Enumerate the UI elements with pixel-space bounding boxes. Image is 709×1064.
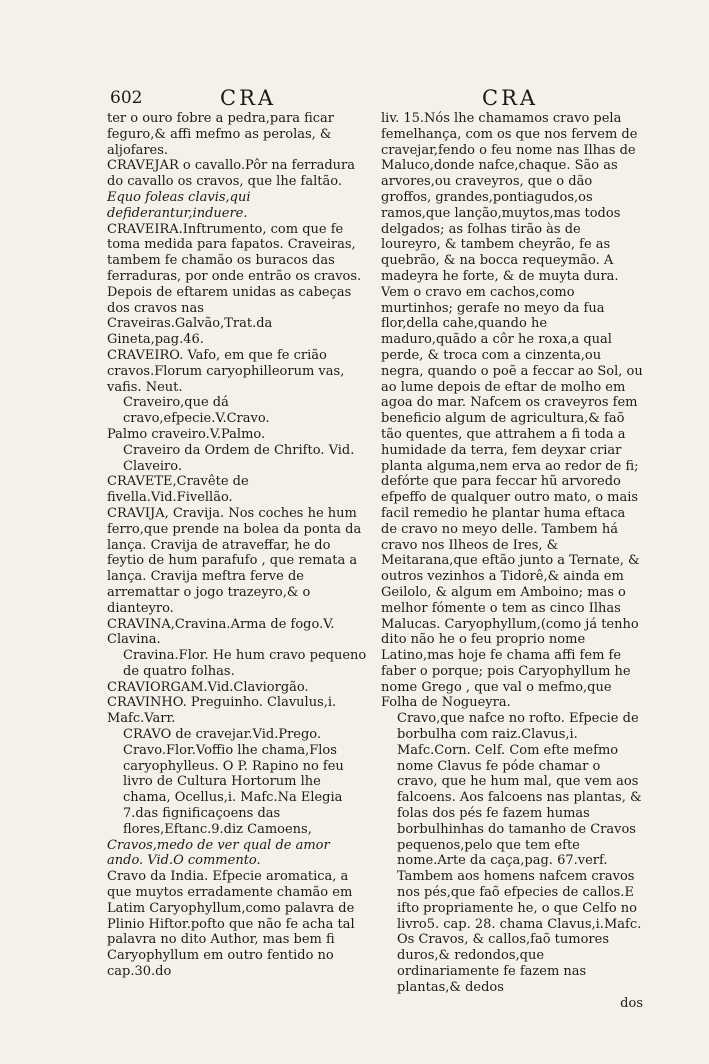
entry-cravija: CRAVIJA, Cravija. Nos coches he hum ferro,que prende na bolea da ponta da lança. Cravija de atraveffar, he do feytio de hum parafufo , que remata a lança. Cravija meftra ferve de arremattar o jogo trazeyro,& o dianteyro. xyxy=(107,505,362,616)
entry-craveira: CRAVEIRA.Inftrumento, com que fe toma medida para fapatos. Craveiras, tambem fe chamão os buracos das ferraduras, por onde entrão os cravos. Depois de eftarem unidas as cabeças dos cravos nas Craveiras.Galvão,Trat.da Gineta,pag.46. xyxy=(107,221,362,348)
entry-craveiro-ordem: Craveiro da Ordem de Chrifto. Vid. Claveiro. xyxy=(123,442,355,474)
entry-cravejar-latin: Equo foleas clavis,qui defiderantur,induere. xyxy=(107,189,251,221)
page-number: 602 xyxy=(110,88,143,108)
entry-cravo-rosto: Cravo,que nafce no rofto. Efpecie de borbulha com raiz.Clavus,i. Mafc.Corn. Celf. Com efte mefmo nome Clavus fe póde chamar o cravo, que he hum mal, que vem aos falcoens. Aos falcoens nas plantas, & folas dos pés fe fazem humas borbulhinhas do tamanho de Cravos pequenos,pelo que tem efte nome.Arte da caça,pag. 67.verf. Tambem aos homens nafcem cravos nos pés,que faõ efpecies de callos.E ifto propriamente he, o que Celfo no livro5. cap. 28. chama Clavus,i.Mafc. Os Cravos, & callos,faõ tumores duros,& redondos,que ordinariamente fe fazem nas plantas,& dedos xyxy=(397,711,642,995)
entry-craveiro-especie: Craveiro,que dá cravo,efpecie.V.Cravo. xyxy=(123,395,270,427)
entry-craveiro-vaso: CRAVEIRO. Vafo, em que fe crião cravos.Florum caryophilleorum vas, vafis. Neut. xyxy=(107,347,345,395)
entry-cravo-india: Cravo da India. Efpecie aromatica, a que muytos erradamente chamão em Latim Caryophyllum,como palavra de Plinio Hiftor.pofto que não fe acha tal palavra no dito Author, mas bem fi Caryophyllum em outro fentido no cap.30.do xyxy=(107,869,355,980)
entry-cravina-arma: CRAVINA,Cravina.Arma de fogo.V. Clavina. xyxy=(107,616,335,648)
entry-camoens-quote: Cravos,medo de ver qual de amor ando. Vid.O commento. xyxy=(107,837,330,869)
left-column xyxy=(107,111,369,980)
entry-craviorgam: CRAVIORGAM.Vid.Claviorgão. xyxy=(107,679,309,695)
entry-cravo-india-continued: liv. 15.Nós lhe chamamos cravo pela femelhança, com os que nos fervem de cravejar,fendo o feu nome nas Ilhas de Maluco,donde nafce,chaque. São as arvores,ou craveyros, que o dão groffos, grandes,pontiagudos,os ramos,que lanção,muytos,mas todos delgados; as folhas tirão às de loureyro, & tambem cheyrão, fe as quebrão, & na bocca requeymão. A madeyra he forte, & de muyta dura. Vem o cravo em cachos,como murtinhos; gerafe no meyo da fua flor,della cahe,quando he maduro,quãdo a côr he roxa,a qual perde, & troca com a cinzenta,ou negra, quando o poẽ a feccar ao Sol, ou ao lume depois de eftar de molho em agoa do mar. Nafcem os craveyros fem beneficio algum de agricultura,& faõ tão quentes, que attrahem a fi toda a humidade da terra, fem deyxar criar planta alguma,nem erva ao redor de fi; defórte que para feccar hũ arvoredo efpeffo de qualquer outro mato, o mais facil remedio he plantar huma eftaca de cravo no meyo delle. Tambem há cravo nos Ilheos de Ires, & Meitarana,que eftão junto a Ternate, & outros vezinhos a Tidorê,& ainda em Geilolo, & algum em Amboino; mas o melhor fómente o tem as cinco Ilhas Malucas. Caryophyllum,(como já tenho dito não he o feu proprio nome Latino,mas hoje fe chama affi fem fe faber o porque; pois Caryophyllum he nome Grego , que val o mefmo,que Folha de Nogueyra. xyxy=(381,111,643,711)
running-head-right: CRA xyxy=(482,86,539,110)
catchword: dos xyxy=(620,995,643,1011)
entry-cravete: CRAVETE,Cravête de fivella.Vid.Fivellão. xyxy=(107,474,249,506)
entry-cravinho: CRAVINHO. Preguinho. Clavulus,i. Mafc.Varr. xyxy=(107,695,337,727)
right-column xyxy=(381,111,643,1011)
entry-palmo-craveiro: Palmo craveiro.V.Palmo. xyxy=(107,426,266,442)
entry-continuation: ter o ouro fobre a pedra,para ficar feguro,& affi mefmo as perolas, & aljofares. xyxy=(107,111,334,158)
entry-cravo-flor: Cravo.Flor.Voffio lhe chama,Flos caryophylleus. O P. Rapino no feu livro de Cultura Hortorum lhe chama, Ocellus,i. Mafc.Na Elegia 7.das fignificaçoens das flores,Eftanc.9.diz Camoens, xyxy=(123,742,344,837)
entry-cravo-cravejar: CRAVO de cravejar.Vid.Prego. xyxy=(123,727,322,743)
entry-cravejar: CRAVEJAR o cavallo.Pôr na ferradura do cavallo os cravos, que lhe faltão. xyxy=(107,158,355,190)
entry-cravina-flor: Cravina.Flor. He hum cravo pequeno de quatro folhas. xyxy=(123,648,367,679)
running-head-left: CRA xyxy=(220,86,277,110)
